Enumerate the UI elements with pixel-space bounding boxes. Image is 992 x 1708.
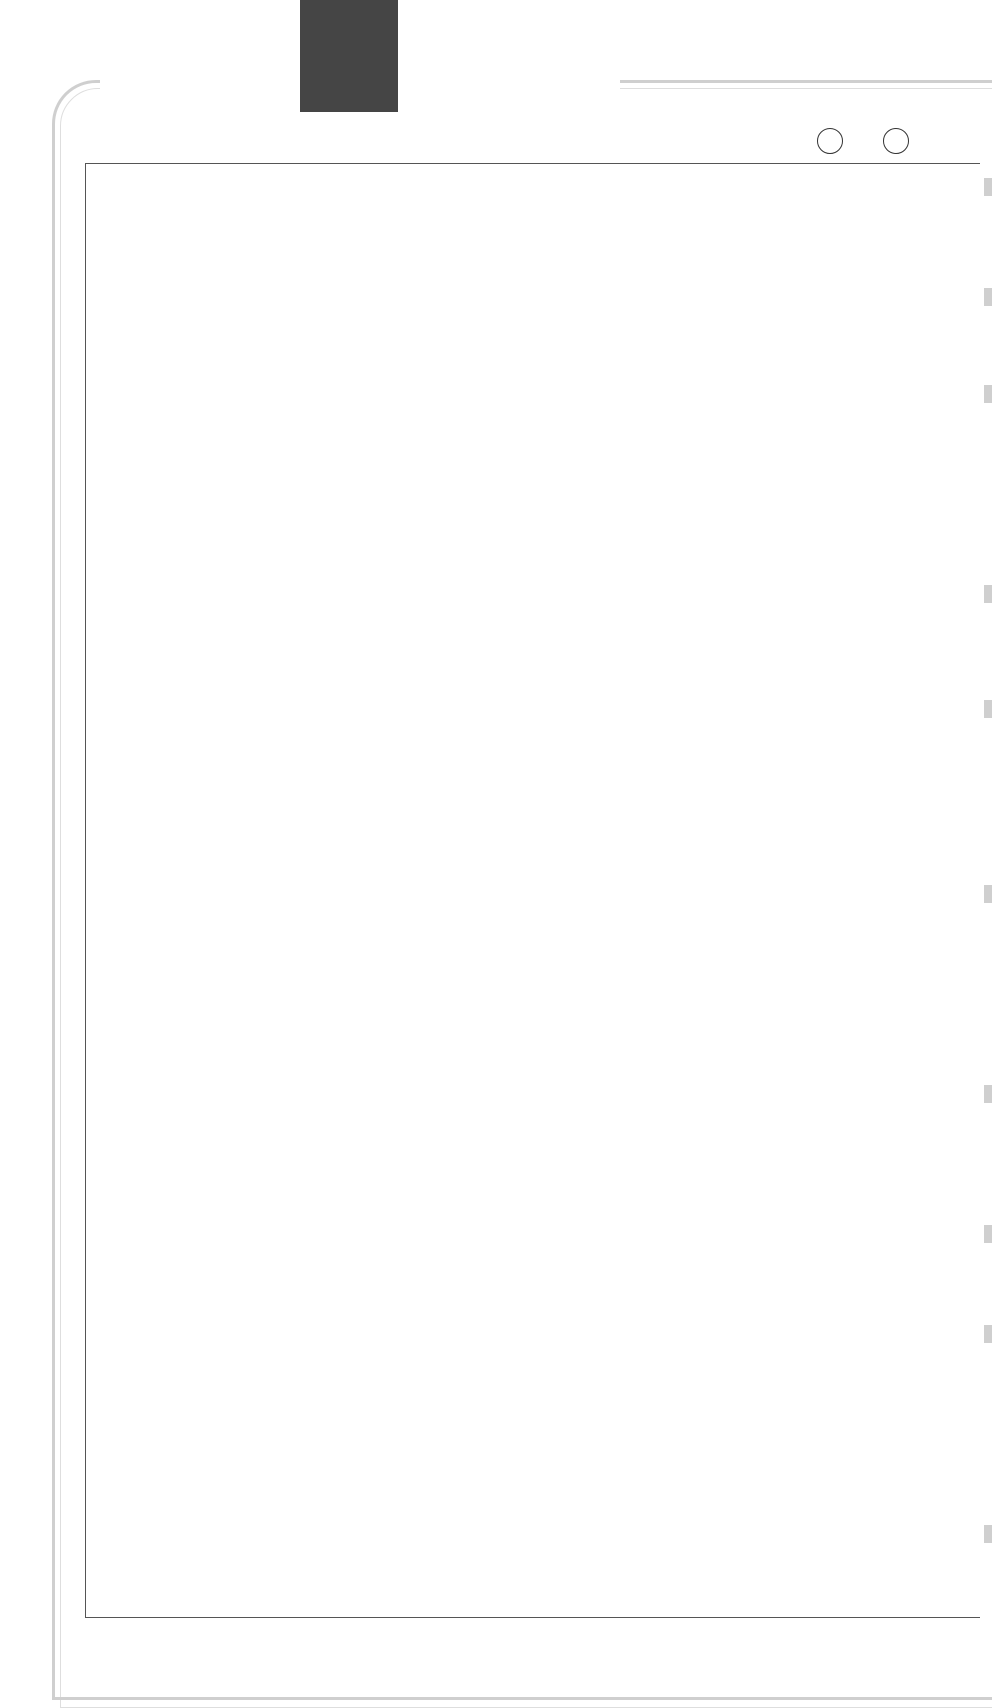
edge-tab [984, 700, 992, 718]
edge-tab [984, 1525, 992, 1543]
title-month-box [300, 0, 398, 112]
edge-tab [984, 1085, 992, 1103]
sword-museum-header [817, 128, 843, 154]
edge-tab [984, 385, 992, 403]
edge-tab [984, 288, 992, 306]
art-museum-header [883, 128, 909, 154]
edge-tab [984, 1225, 992, 1243]
edge-tab [984, 585, 992, 603]
edge-tab [984, 885, 992, 903]
edge-tab [984, 1325, 992, 1343]
schedule-table [85, 163, 980, 1618]
edge-tab [984, 178, 992, 196]
